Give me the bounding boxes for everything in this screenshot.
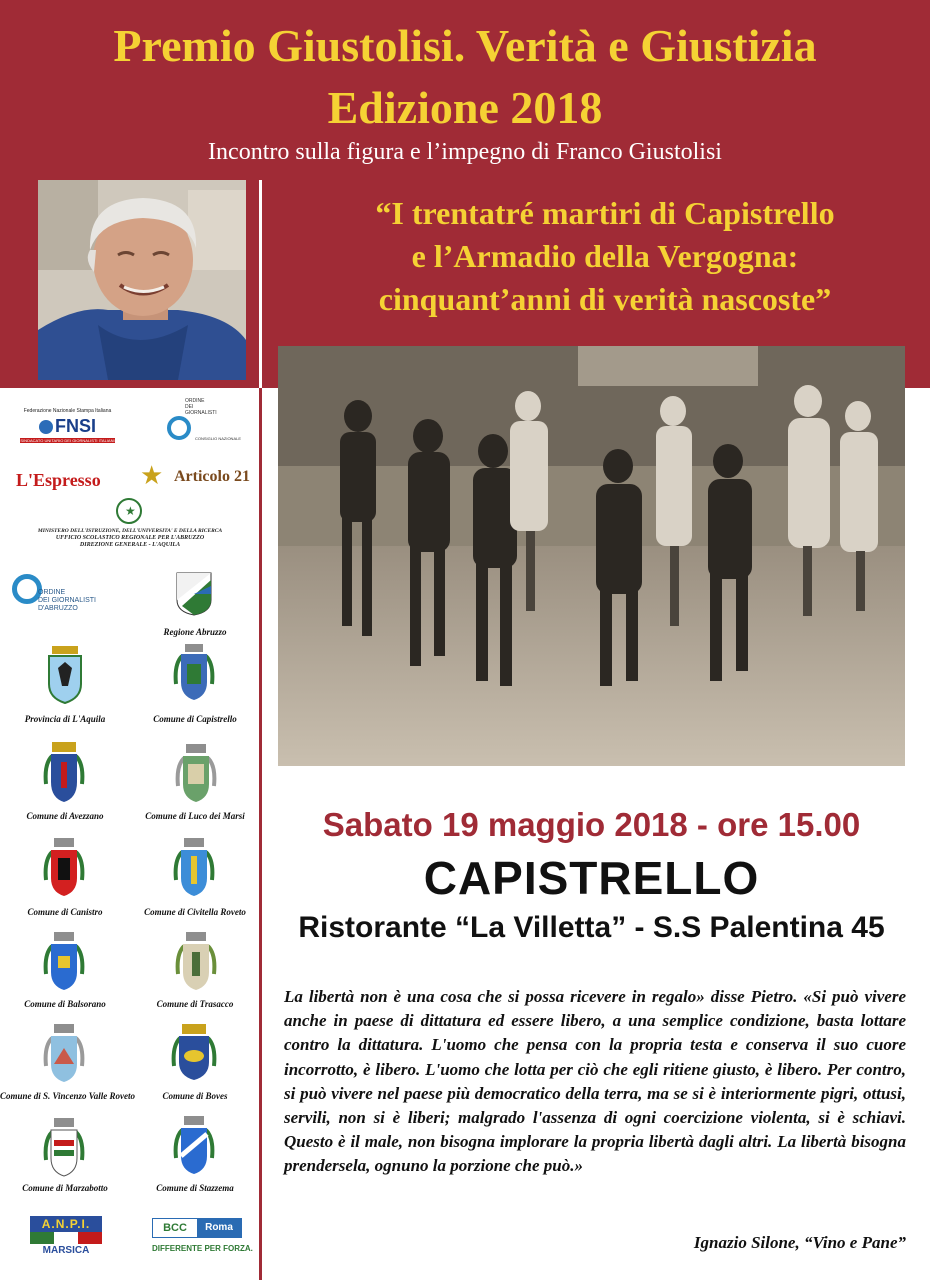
marzabotto-crest bbox=[42, 1118, 86, 1180]
event-date: Sabato 19 maggio 2018 - ore 15.00 bbox=[322, 806, 861, 843]
odg-abruzzo-text-3: D'ABRUZZO bbox=[38, 605, 78, 612]
luco-crest bbox=[174, 744, 218, 806]
luco-caption: Comune di Luco dei Marsi bbox=[145, 811, 245, 821]
odg-text-2: DEI bbox=[185, 404, 194, 410]
event-town: CAPISTRELLO bbox=[423, 852, 760, 904]
capistrello-crest bbox=[172, 644, 216, 706]
boves-caption: Comune di Boves bbox=[162, 1091, 228, 1101]
edition-title: Edizione 2018 bbox=[327, 82, 603, 133]
citation-text: La libertà non è una cosa che si possa ricevere in regalo» disse Pietro. «Si può vivere anche in paese di dittatura ed essere libero, a una semplice condizione, basta lottare contro la dittatura. L'uomo che pensa con la propria testa e conserva il suo cuore incorrotto, è libero. L'uomo che lotta per ciò che egli ritiene giusto, è libero. Per contro, si può vivere nel paese più democratico della terra, ma se si è interiormente pigri, ottusi, servili, non si è liberi; malgrado l'assenza di ogni coercizione violenta, si è schiavi. Questo è il male, non bisogna implorare la propria libertà dagli altri. La libertà bisogna prendersela, ognuno la porzione che può.» bbox=[284, 987, 906, 1176]
talk-title-line3: cinquant’anni di verità nascoste” bbox=[378, 281, 832, 317]
civitella-caption: Comune di Civitella Roveto bbox=[144, 907, 246, 917]
miur-line1: MINISTERO DELL'ISTRUZIONE, DELL'UNIVERSITA' E DELLA RICERCA bbox=[37, 528, 223, 534]
fnsi-text: FNSI bbox=[54, 416, 96, 436]
bcc-logo bbox=[152, 1218, 253, 1260]
talk-title-line1: “I trentatré martiri di Capistrello bbox=[375, 195, 835, 231]
stazzema-crest bbox=[172, 1116, 216, 1178]
avezzano-crest bbox=[42, 742, 86, 806]
odg-sub: CONSIGLIO NAZIONALE bbox=[195, 436, 242, 441]
svincenzo-caption: Comune di S. Vincenzo Valle Roveto bbox=[0, 1091, 136, 1101]
regione-caption: Regione Abruzzo bbox=[163, 627, 227, 637]
espresso-logo: L'Espresso bbox=[16, 470, 101, 490]
civitella-crest bbox=[172, 838, 216, 900]
main-title: Premio Giustolisi. Verità e Giustizia bbox=[113, 20, 817, 71]
bcc-text: BCC bbox=[153, 1219, 197, 1237]
odg-abruzzo-text-1: ORDINE bbox=[38, 589, 66, 596]
miur-line3: DIREZIONE GENERALE - L'AQUILA bbox=[79, 542, 181, 548]
anpi-flag-icon bbox=[30, 1232, 102, 1244]
canistro-caption: Comune di Canistro bbox=[27, 907, 103, 917]
talk-title-line2: e l’Armadio della Vergogna: bbox=[411, 238, 799, 274]
portrait-photo bbox=[38, 180, 246, 380]
column-divider-top bbox=[259, 180, 262, 388]
balsorano-crest bbox=[42, 932, 86, 994]
provincia-crest bbox=[46, 646, 84, 704]
odg-text-3: GIORNALISTI bbox=[185, 410, 217, 416]
odg-logo bbox=[165, 398, 240, 450]
bcc-slogan: DIFFERENTE PER FORZA. bbox=[152, 1244, 253, 1253]
historic-photo bbox=[278, 346, 905, 766]
odg-abruzzo-text-2: DEI GIORNALISTI bbox=[38, 597, 96, 604]
anpi-text: A.N.P.I. bbox=[30, 1216, 102, 1232]
fnsi-top-text: Federazione Nazionale Stampa Italiana bbox=[23, 408, 112, 414]
balsorano-caption: Comune di Balsorano bbox=[24, 999, 106, 1009]
svincenzo-crest bbox=[42, 1024, 86, 1086]
subtitle: Incontro sulla figura e l’impegno di Franco Giustolisi bbox=[208, 139, 722, 165]
marzabotto-caption: Comune di Marzabotto bbox=[22, 1183, 108, 1193]
boves-crest bbox=[170, 1024, 218, 1084]
bcc-roma-text: Roma bbox=[197, 1219, 241, 1237]
odg-ring-icon bbox=[167, 416, 191, 440]
capistrello-caption: Comune di Capistrello bbox=[153, 714, 237, 724]
event-venue: Ristorante “La Villetta” - S.S Palentina 45 bbox=[298, 911, 885, 944]
miur-line2: UFFICIO SCOLASTICO REGIONALE PER L'ABRUZZO bbox=[55, 535, 205, 541]
trasacco-caption: Comune di Trasacco bbox=[156, 999, 234, 1009]
anpi-logo bbox=[30, 1216, 102, 1260]
avezzano-caption: Comune di Avezzano bbox=[26, 811, 104, 821]
anpi-sub: MARSICA bbox=[42, 1245, 90, 1256]
articolo21-text: Articolo 21 bbox=[174, 468, 250, 485]
star-icon: ★ bbox=[140, 461, 164, 490]
fnsi-bottom-text: SINDACATO UNITARIO DEI GIORNALISTI ITALIANI bbox=[20, 438, 115, 443]
republic-emblem-icon: ★ bbox=[116, 498, 142, 524]
trasacco-crest bbox=[174, 932, 218, 994]
provincia-caption: Provincia di L'Aquila bbox=[24, 714, 106, 724]
stazzema-caption: Comune di Stazzema bbox=[156, 1183, 234, 1193]
talk-title bbox=[280, 192, 930, 321]
canistro-crest bbox=[42, 838, 86, 900]
odg-text-1: ORDINE bbox=[185, 398, 205, 404]
citation-author: Ignazio Silone, “Vino e Pane” bbox=[693, 1233, 906, 1252]
regione-abruzzo-crest bbox=[176, 572, 212, 616]
fnsi-globe-icon bbox=[39, 420, 53, 434]
miur-logo bbox=[20, 498, 240, 553]
articolo21-logo bbox=[140, 462, 255, 492]
fnsi-logo bbox=[20, 408, 115, 448]
odg-abruzzo-logo bbox=[12, 572, 112, 617]
